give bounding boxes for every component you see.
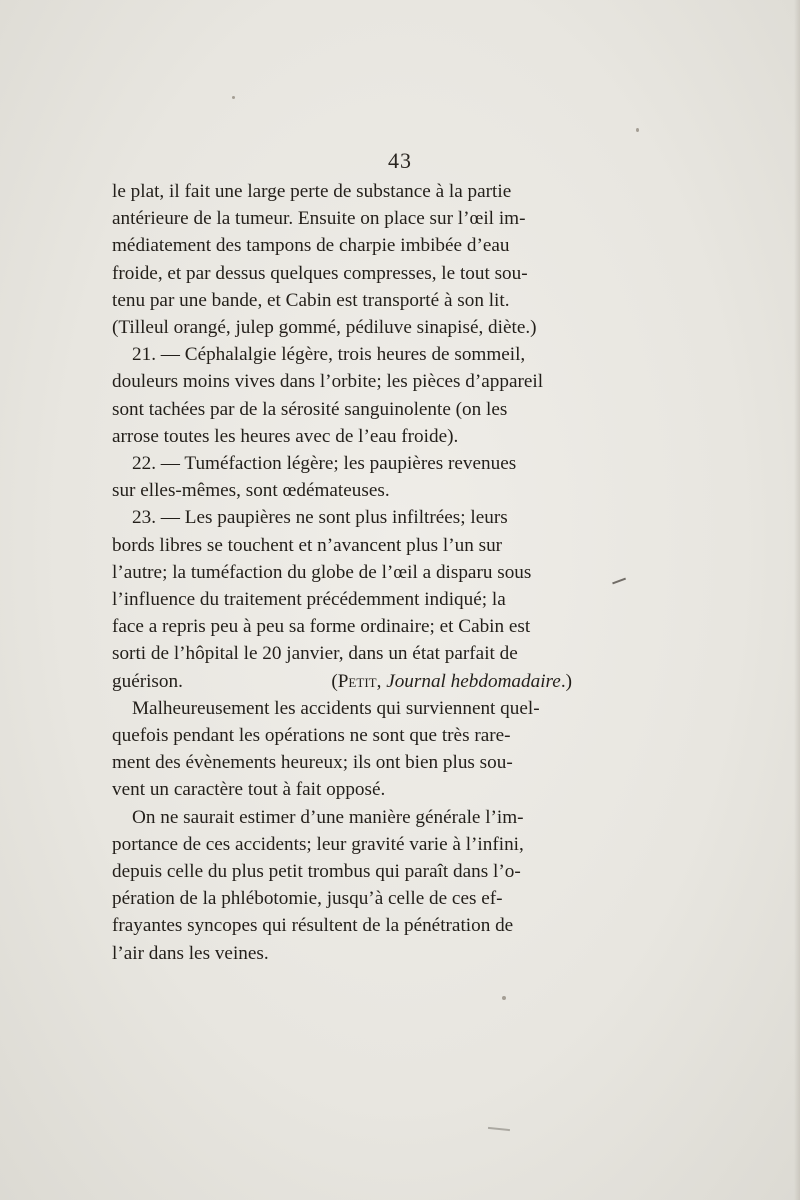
text-line: l’autre; la tuméfaction du globe de l’œil a disparu sous <box>112 561 532 583</box>
paragraph-day-22 <box>112 450 580 504</box>
text-line: médiatement des tampons de charpie imbibée d’eau <box>112 235 510 257</box>
text-line: 21. — Céphalalgie légère, trois heures de sommeil, <box>132 344 526 366</box>
text-line: douleurs moins vives dans l’orbite; les pièces d’appareil <box>112 371 544 393</box>
pencil-mark <box>488 1127 510 1131</box>
text-line: le plat, il fait une large perte de substance à la partie <box>112 181 512 202</box>
text-line: vent un caractère tout à fait opposé. <box>112 779 386 801</box>
pencil-mark <box>612 578 626 584</box>
citation-journal: Journal hebdomadaire <box>386 670 561 692</box>
paper-speck <box>502 996 506 1000</box>
text-line: portance de ces accidents; leur gravité varie à l’infini, <box>112 833 524 855</box>
text-line: 22. — Tuméfaction légère; les paupières revenues <box>132 453 517 475</box>
paragraph-day-21 <box>112 341 580 450</box>
citation-close: .) <box>560 670 572 692</box>
text-line: l’influence du traitement précédemment indiqué; la <box>112 589 506 611</box>
text-line: arrose toutes les heures avec de l’eau froide). <box>112 425 459 447</box>
citation-open: ( <box>331 670 338 692</box>
text-line: tenu par une bande, et Cabin est transporté à son lit. <box>112 289 510 311</box>
text-line: face a repris peu à peu sa forme ordinaire; et Cabin est <box>112 616 531 638</box>
text-line: Malheureusement les accidents qui surviennent quel- <box>132 697 540 719</box>
citation <box>331 668 580 695</box>
text-line: antérieure de la tumeur. Ensuite on place sur l’œil im- <box>112 208 526 230</box>
paper-speck <box>232 96 235 99</box>
text-line: sont tachées par de la sérosité sanguinolente (on les <box>112 398 508 420</box>
text-line: 23. — Les paupières ne sont plus infiltrées; leurs <box>132 507 508 529</box>
text-line: pération de la phlébotomie, jusqu’à celle de ces ef- <box>112 888 503 910</box>
paragraph-accidents <box>112 695 580 804</box>
page-edge-shadow <box>794 0 800 1200</box>
body-text <box>112 178 580 967</box>
text-line: sorti de l’hôpital le 20 janvier, dans un état parfait de <box>112 643 518 665</box>
text-line: bords libres se touchent et n’avancent plus l’un sur <box>112 534 503 556</box>
text-line: frayantes syncopes qui résultent de la pénétration de <box>112 915 514 937</box>
text-line: On ne saurait estimer d’une manière générale l’im- <box>132 806 524 828</box>
text-line: quefois pendant les opérations ne sont que très rare- <box>112 725 511 747</box>
text-line: (Tilleul orangé, julep gommé, pédiluve sinapisé, diète.) <box>112 317 537 339</box>
page-number: 43 <box>388 148 412 173</box>
text-line: ment des évènements heureux; ils ont bien plus sou- <box>112 752 513 774</box>
citation-separator: , <box>376 670 387 692</box>
text-line: sur elles-mêmes, sont œdémateuses. <box>112 480 390 502</box>
text-line: l’air dans les veines. <box>112 942 269 964</box>
citation-author: Petit <box>337 670 377 692</box>
citation-line <box>112 668 580 695</box>
text-line: guérison. <box>112 670 183 692</box>
paragraph-estimation <box>112 804 580 967</box>
paper-speck <box>636 128 639 132</box>
text-line: depuis celle du plus petit trombus qui paraît dans l’o- <box>112 861 521 883</box>
text-line: froide, et par dessus quelques compresses, le tout sou- <box>112 262 528 284</box>
paragraph-operation <box>112 178 580 341</box>
paragraph-day-23 <box>112 504 580 667</box>
